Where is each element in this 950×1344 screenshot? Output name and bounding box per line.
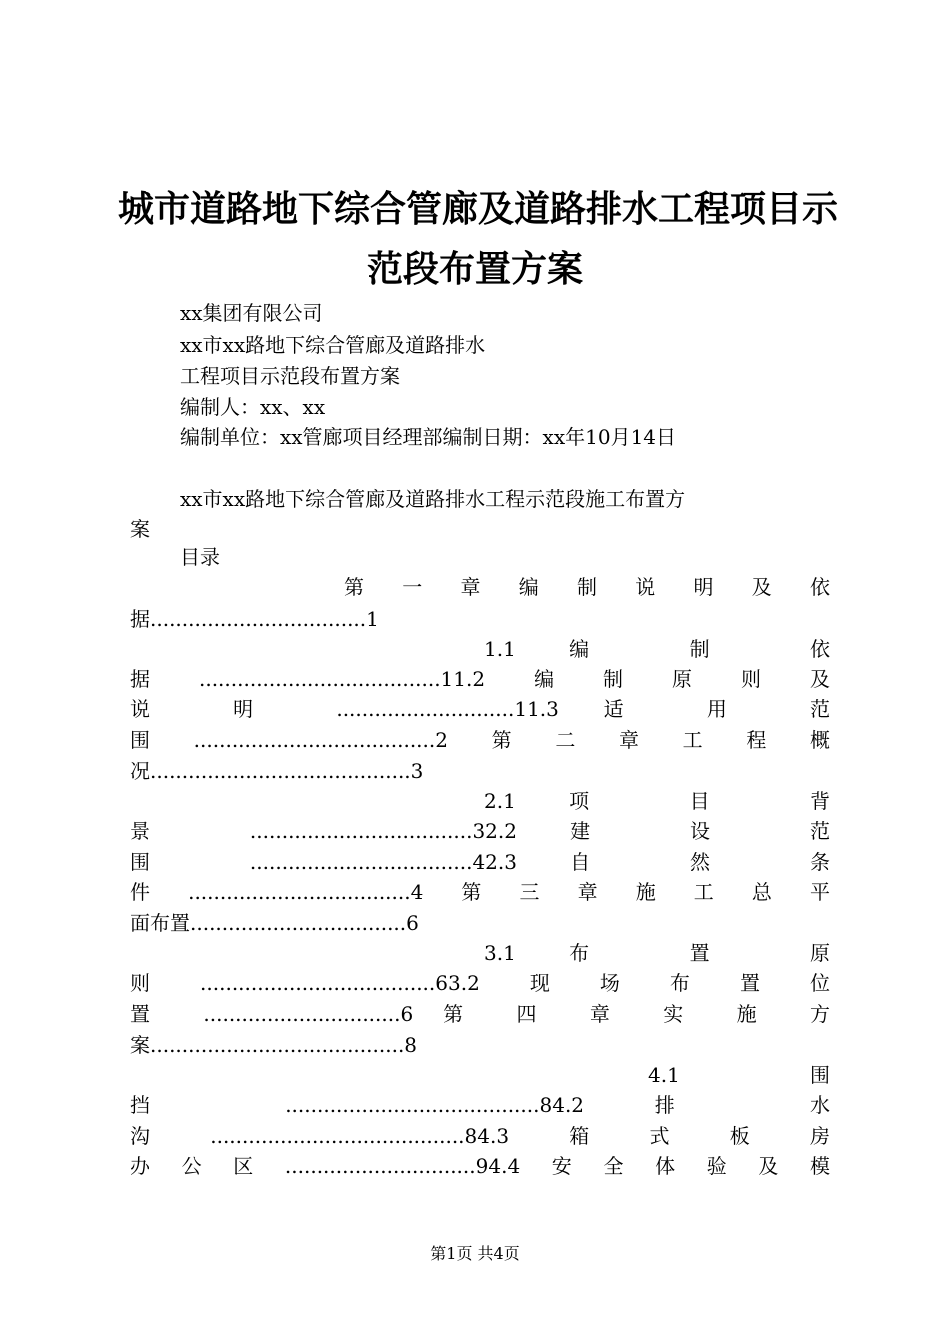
intro-line-1: xx市xx路地下综合管廊及道路排水工程示范段施工布置方: [180, 487, 686, 511]
page-number-footer: 第1页 共4页: [430, 1244, 520, 1263]
toc-line: 围 ...................................42.3 自 然 条: [130, 850, 830, 874]
header-line-company: xx集团有限公司: [180, 301, 323, 325]
toc-line: 办公区..............................94.4安全体验及模: [130, 1154, 830, 1178]
toc-line: 围......................................2第二章工程概: [130, 728, 830, 752]
toc-line: 沟........................................84.3箱式板房: [130, 1124, 830, 1148]
toc-line: 说 明 ............................11.3 适 用 范: [130, 697, 830, 721]
toc-line: 件...................................4第三章施工总平: [130, 880, 830, 904]
header-line-project-2: 工程项目示范段布置方案: [180, 364, 400, 388]
toc-line: 据..................................1: [130, 607, 379, 631]
header-line-unit-date: 编制单位：xx管廊项目经理部编制日期：xx年10月14日: [180, 425, 677, 449]
toc-line: 面布置..................................6: [130, 911, 419, 935]
header-line-project-1: xx市xx路地下综合管廊及道路排水: [180, 333, 486, 357]
intro-line-2: 案: [130, 517, 150, 541]
toc-line: 1.1 编 制 依: [484, 637, 830, 661]
toc-line: 4.1 围: [648, 1063, 830, 1087]
toc-line: 况.........................................3: [130, 759, 424, 783]
header-line-author: 编制人：xx、xx: [180, 395, 326, 419]
toc-line: 3.1 布 置 原: [484, 941, 830, 965]
toc-line: 挡 ........................................84.2 排 水: [130, 1093, 830, 1117]
toc-line: 2.1 项 目 背: [484, 789, 830, 813]
toc-line: 则.....................................63.2现场布置位: [130, 971, 830, 995]
document-title-line-1: 城市道路地下综合管廊及道路排水工程项目示: [118, 189, 839, 230]
toc-line: 景 ...................................32.2 建 设 范: [130, 819, 830, 843]
document-title-line-2: 范段布置方案: [366, 249, 583, 290]
toc-line: 据......................................11.2编制原则及: [130, 667, 830, 691]
toc-line: 置 ...............................6 第 四 章 实 施 方: [130, 1002, 830, 1026]
toc-line: 第 一 章 编 制 说 明 及 依: [344, 575, 830, 599]
toc-line: 案........................................8: [130, 1033, 418, 1057]
toc-heading: 目录: [180, 545, 220, 569]
